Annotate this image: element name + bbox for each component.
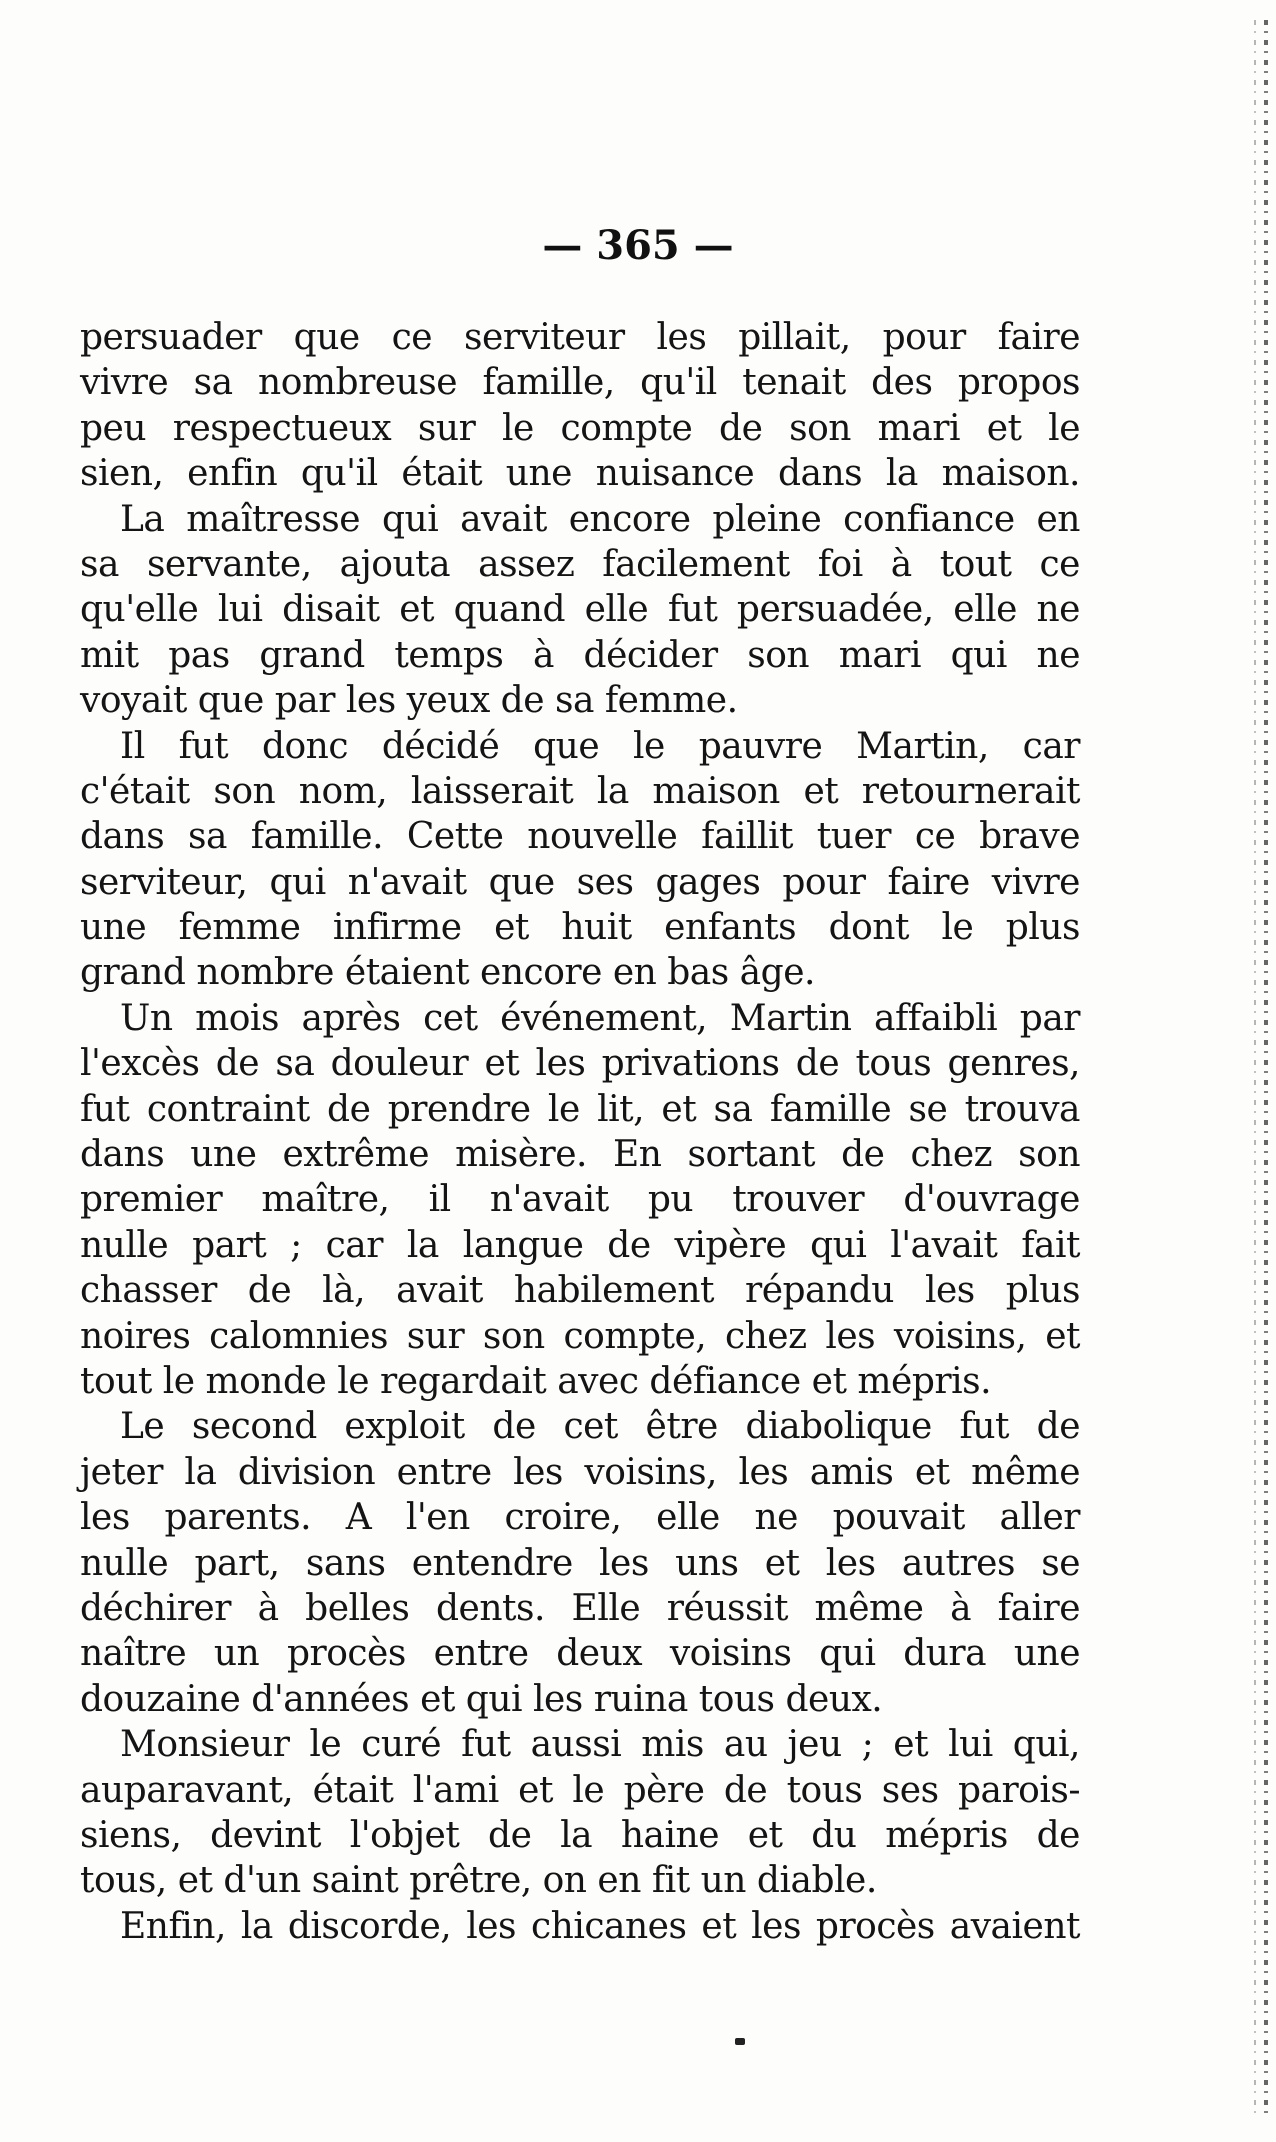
text-line: chasser de là, avait habilement répandu les plus [80, 1270, 1080, 1312]
page-edge-shadow [1254, 20, 1256, 2120]
text-line: La maîtresse qui avait encore pleine confiance en [120, 498, 1080, 540]
text-line: naître un procès entre deux voisins qui dura une [80, 1633, 1080, 1675]
text-line: serviteur, qui n'avait que ses gages pour faire vivre [80, 861, 1080, 903]
page-edge-binding [1264, 20, 1268, 2120]
text-line: premier maître, il n'avait pu trouver d'ouvrage [80, 1179, 1080, 1221]
text-line: Il fut donc décidé que le pauvre Martin, car [120, 725, 1080, 767]
text-line: grand nombre étaient encore en bas âge. [80, 952, 815, 994]
text-line: dans sa famille. Cette nouvelle faillit tuer ce brave [80, 816, 1080, 858]
text-line: nulle part ; car la langue de vipère qui l'avait fait [80, 1224, 1080, 1266]
paragraph [80, 1722, 1080, 1904]
text-line: les parents. A l'en croire, elle ne pouvait aller [80, 1497, 1080, 1539]
text-line: tous, et d'un saint prêtre, on en fit un diable. [80, 1860, 877, 1902]
text-line: Monsieur le curé fut aussi mis au jeu ; et lui qui, [120, 1724, 1080, 1766]
paragraph [80, 1404, 1080, 1722]
paragraph [80, 315, 1080, 497]
ink-speck [735, 2038, 745, 2045]
paragraph [80, 724, 1080, 996]
text-line: Le second exploit de cet être diabolique fut de [120, 1406, 1080, 1448]
paragraph [80, 1904, 1080, 1949]
text-line: fut contraint de prendre le lit, et sa famille se trouva [80, 1088, 1080, 1130]
text-line: nulle part, sans entendre les uns et les autres se [80, 1542, 1080, 1584]
text-line: une femme infirme et huit enfants dont le plus [80, 907, 1080, 949]
text-line: dans une extrême misère. En sortant de chez son [80, 1134, 1080, 1176]
text-line: l'excès de sa douleur et les privations de tous genres, [80, 1043, 1080, 1085]
text-line: sien, enfin qu'il était une nuisance dans la maison. [80, 453, 1080, 495]
text-line: peu respectueux sur le compte de son mari et le [80, 407, 1080, 449]
text-line: voyait que par les yeux de sa femme. [80, 680, 738, 722]
text-line: vivre sa nombreuse famille, qu'il tenait des propos [80, 362, 1080, 404]
page-number: — 365 — [542, 222, 734, 269]
text-line: déchirer à belles dents. Elle réussit même à faire [80, 1587, 1080, 1629]
text-line: sa servante, ajouta assez facilement foi à tout ce [80, 543, 1080, 585]
text-line: tout le monde le regardait avec défiance et mépris. [80, 1360, 992, 1402]
text-line: siens, devint l'objet de la haine et du mépris de [80, 1814, 1080, 1856]
text-line: Un mois après cet événement, Martin affaibli par [120, 997, 1080, 1039]
text-line: persuader que ce serviteur les pillait, pour faire [80, 317, 1080, 358]
paragraph [80, 497, 1080, 724]
text-line: noires calomnies sur son compte, chez les voisins, et [80, 1315, 1080, 1357]
text-line: douzaine d'années et qui les ruina tous deux. [80, 1678, 883, 1720]
text-line: mit pas grand temps à décider son mari qui ne [80, 634, 1080, 676]
text-line: qu'elle lui disait et quand elle fut persuadée, elle ne [80, 589, 1080, 631]
paragraph [80, 996, 1080, 1405]
text-line: jeter la division entre les voisins, les amis et même [80, 1451, 1080, 1493]
text-line: Enfin, la discorde, les chicanes et les procès avaient [120, 1905, 1080, 1947]
text-line: c'était son nom, laisserait la maison et retournerait [80, 770, 1080, 812]
body-text [80, 315, 1080, 1949]
text-line: auparavant, était l'ami et le père de tous ses parois- [80, 1769, 1080, 1811]
